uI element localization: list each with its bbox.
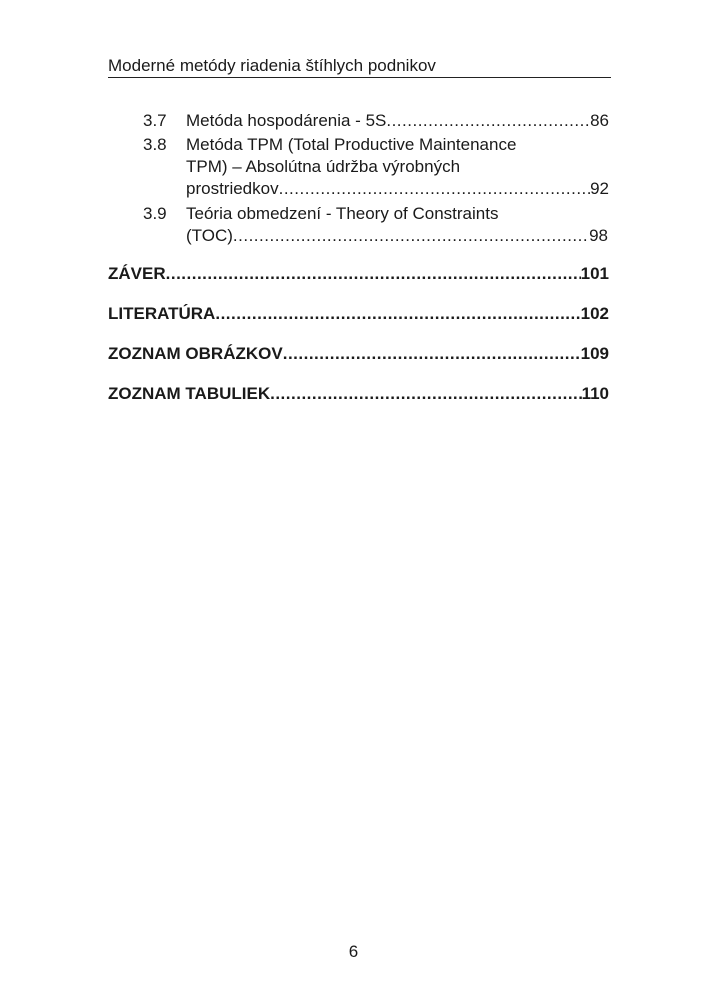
dot-leader bbox=[270, 383, 581, 405]
section-title: (TOC) bbox=[186, 226, 233, 245]
chapter-title: ZÁVER bbox=[108, 264, 166, 283]
dot-leader bbox=[386, 110, 590, 132]
section-title-line: Teória obmedzení - Theory of Constraints bbox=[186, 204, 499, 223]
toc-leader-line bbox=[186, 225, 608, 247]
section-number: 3.8 bbox=[143, 135, 167, 154]
section-number: 3.9 bbox=[143, 204, 167, 223]
toc-entry-zoznam-obrazkov[interactable] bbox=[108, 343, 609, 365]
toc-leader-line bbox=[186, 110, 609, 132]
running-header: Moderné metódy riadenia štíhlych podnikov bbox=[108, 56, 611, 78]
chapter-title: ZOZNAM TABULIEK bbox=[108, 384, 271, 403]
toc-entry-zoznam-tabuliek[interactable] bbox=[108, 383, 609, 405]
section-title-line: Metóda TPM (Total Productive Maintenance bbox=[186, 135, 517, 154]
dot-leader bbox=[233, 225, 589, 247]
dot-leader bbox=[279, 178, 590, 200]
chapter-title: LITERATÚRA bbox=[108, 304, 216, 323]
toc-entry-zaver[interactable] bbox=[108, 263, 609, 285]
toc-entry-literatura[interactable] bbox=[108, 303, 609, 325]
chapter-title: ZOZNAM OBRÁZKOV bbox=[108, 344, 283, 363]
section-number: 3.7 bbox=[143, 111, 167, 130]
dot-leader bbox=[283, 343, 581, 365]
page-ref: 109 bbox=[580, 344, 609, 363]
page-ref: 86 bbox=[590, 111, 609, 130]
toc-leader-line bbox=[186, 178, 609, 200]
page-ref: 92 bbox=[590, 179, 609, 198]
page-ref: 102 bbox=[580, 304, 609, 323]
dot-leader bbox=[215, 303, 580, 325]
section-title: Metóda hospodárenia - 5S bbox=[186, 111, 387, 130]
page-number: 6 bbox=[348, 942, 359, 961]
section-title: prostriedkov bbox=[186, 179, 279, 198]
page-ref: 101 bbox=[580, 264, 609, 283]
page-ref: 98 bbox=[589, 226, 608, 245]
page-ref: 110 bbox=[581, 384, 609, 403]
dot-leader bbox=[166, 263, 581, 285]
section-title-line: TPM) – Absolútna údržba výrobných bbox=[186, 157, 461, 176]
